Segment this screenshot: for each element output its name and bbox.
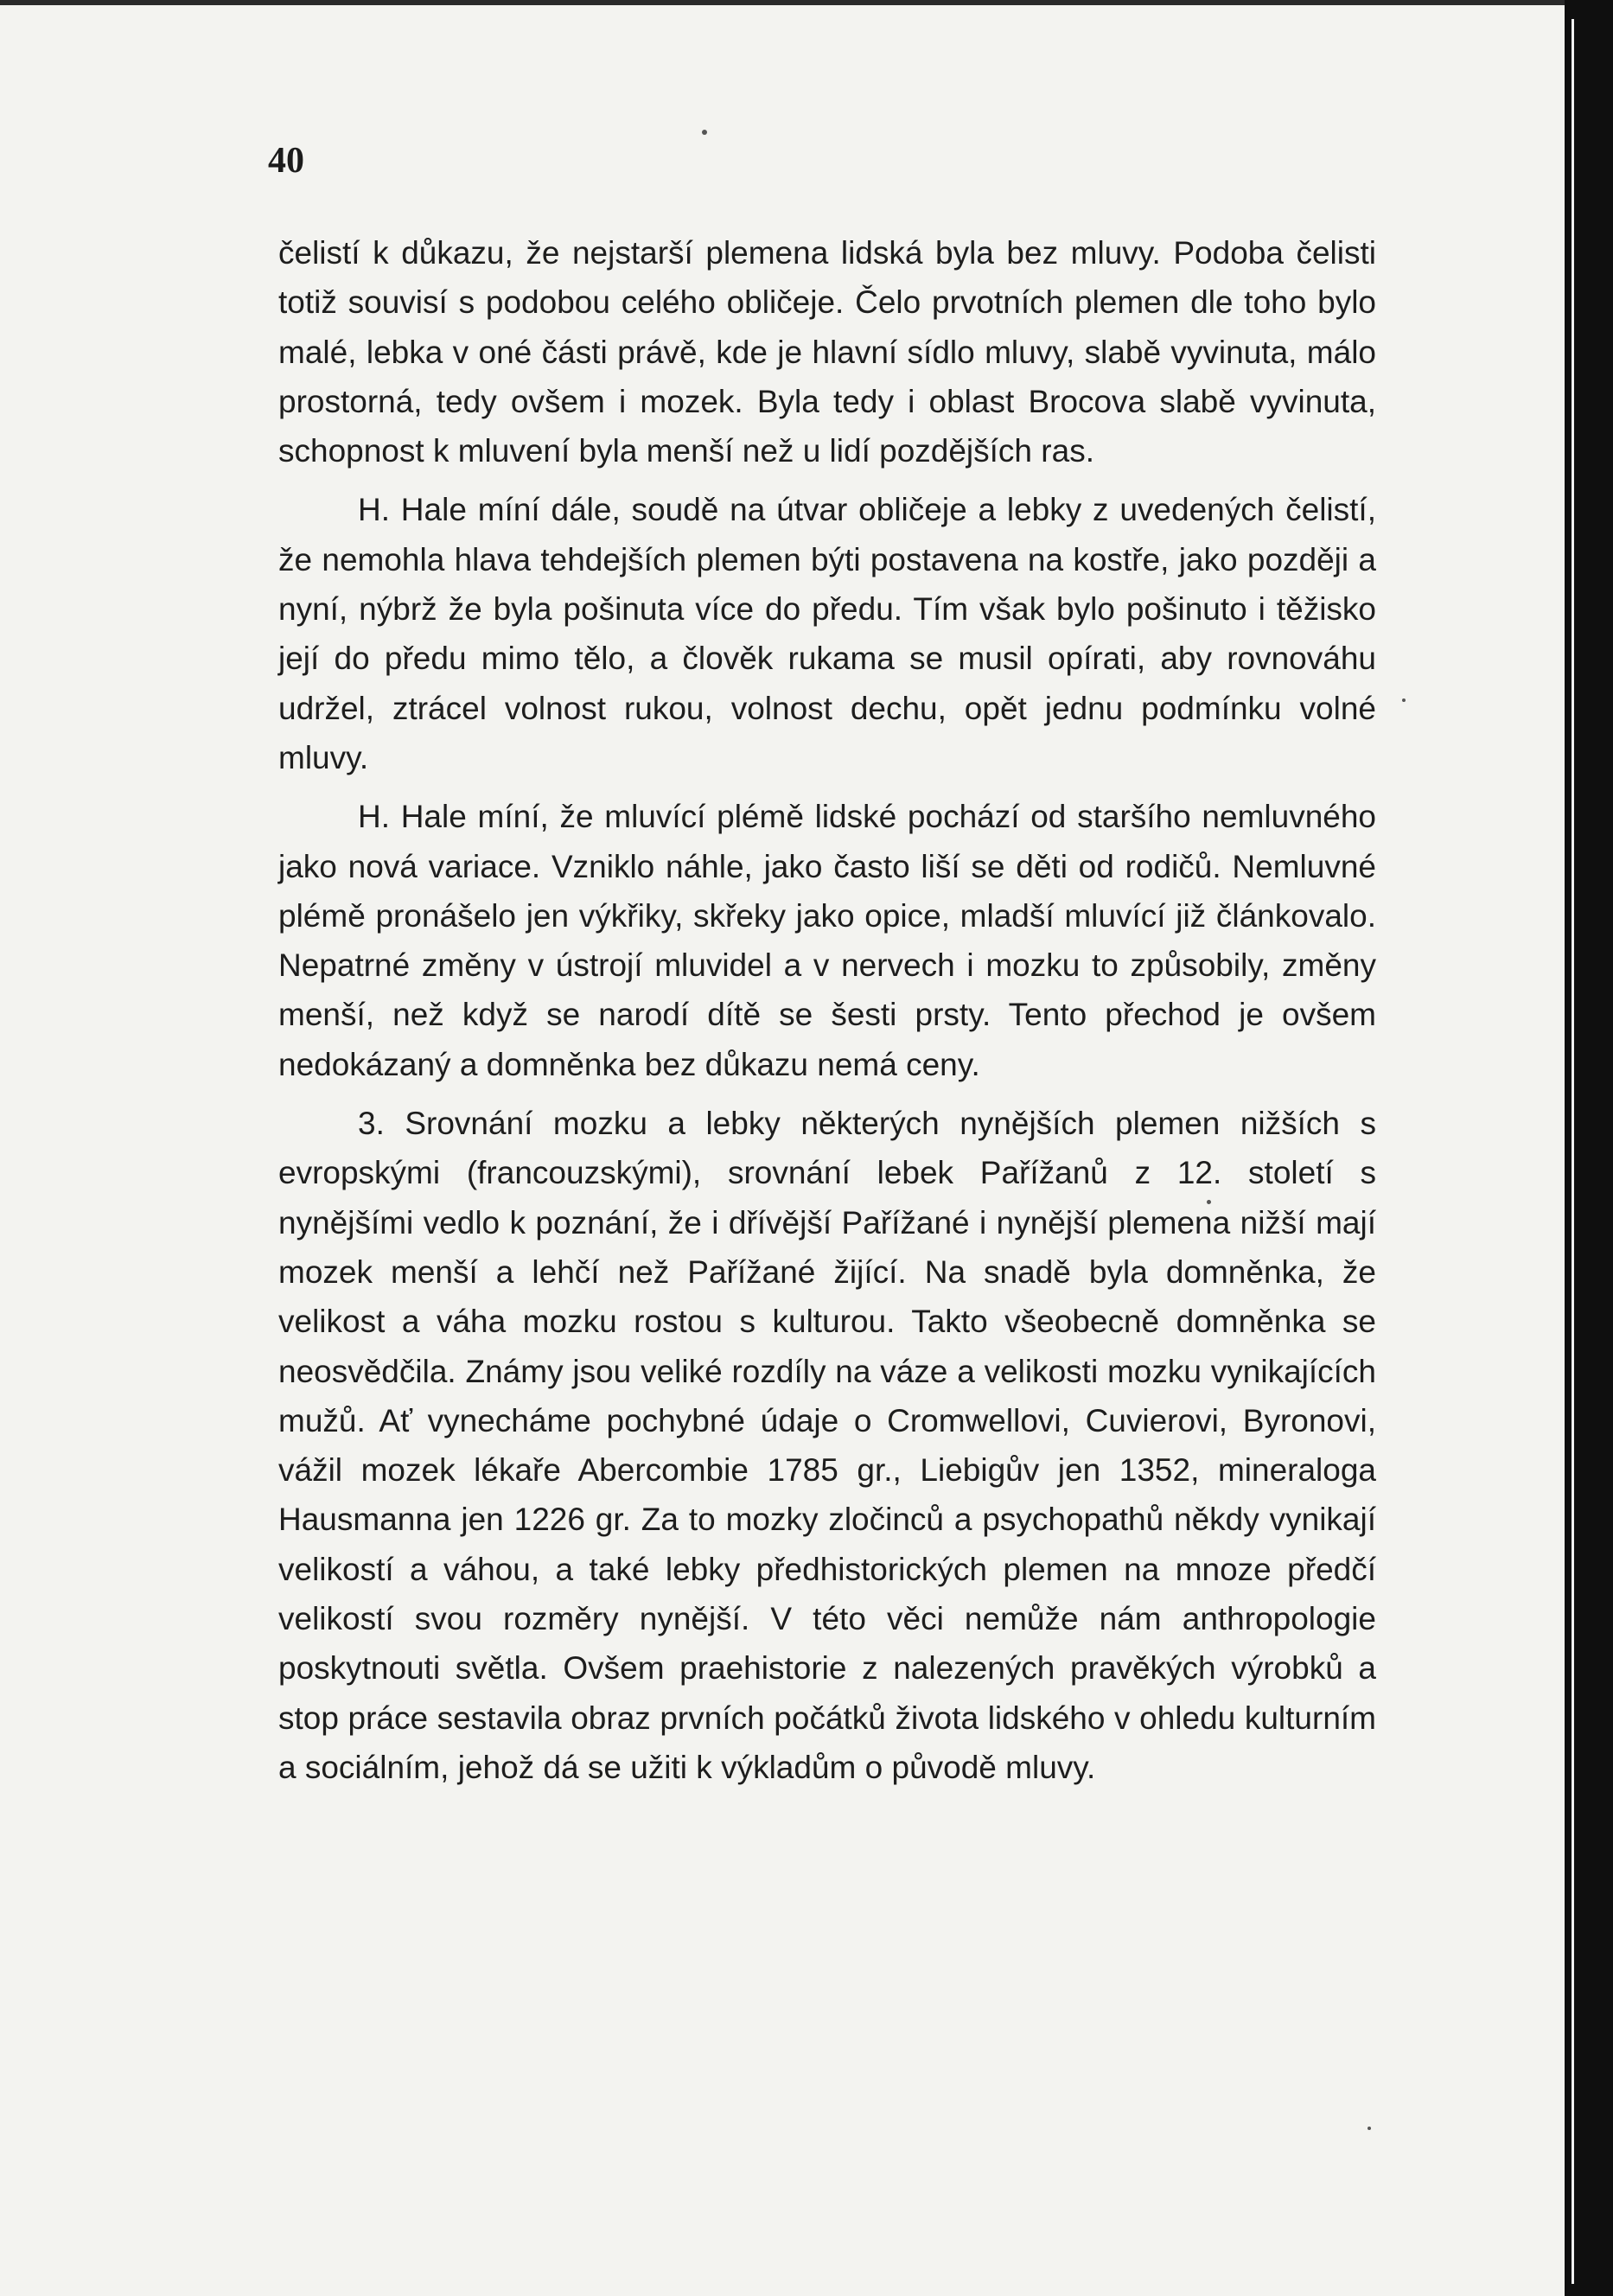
- paragraph-4: 3. Srovnání mozku a lebky některých nynějších plemen nižších s evropskými (francouzskými), srovnání lebek Pařížanů z 12. století s nynějšími vedlo k poznání, že i dřívější Pařížané i nynější plemena nižší mají mozek menší a lehčí než Pařížané žijící. Na snadě byla domněnka, že velikost a váha mozku rostou s kulturou. Takto všeobecně domněnka se neosvědčila. Známy jsou veliké rozdíly na váze a velikosti mozku vynikajících mužů. Ať vynecháme pochybné údaje o Cromwellovi, Cuvierovi, Byronovi, vážil mozek lékaře Abercombie 1785 gr., Liebigův jen 1352, mineraloga Hausmanna jen 1226 gr. Za to mozky zločinců a psychopathů někdy vynikají velikostí a váhou, a také lebky předhistorických plemen na mnoze předčí velikostí svou rozměry nynější. V této věci nemůže nám anthropologie poskytnouti světla. Ovšem praehistorie z nalezených pravěkých výrobků a stop práce sestavila obraz prvních počátků života lidského v ohledu kulturním a sociálním, jehož dá se užiti k výkladům o původě mluvy.: [278, 1106, 1376, 1785]
- page-edge-line: [1572, 19, 1574, 2284]
- scan-speck: [1368, 2127, 1371, 2130]
- paragraph-3: H. Hale míní, že mluvící plémě lidské pochází od staršího nemluvného jako nová variace. Vzniklo náhle, jako často liší se děti od rodičů. Nemluvné plémě pronášelo jen výkřiky, skřeky jako opice, mladší mluvící již článkovalo. Nepatrné změny v ústrojí mluvidel a v nervech i mozku to způsobily, změny menší, než když se narodí dítě se šesti prsty. Tento přechod je ovšem nedokázaný a domněnka bez důkazu nemá ceny.: [278, 799, 1376, 1082]
- scan-speck: [702, 130, 707, 135]
- page-number: 40: [268, 141, 304, 181]
- paragraph-1: čelistí k důkazu, že nejstarší plemena lidská byla bez mluvy. Podoba čelisti totiž souvisí s podobou celého obličeje. Čelo prvotních plemen dle toho bylo malé, lebka v oné části právě, kde je hlavní sídlo mluvy, slabě vyvinuta, málo prostorná, tedy ovšem i mozek. Byla tedy i oblast Brocova slabě vyvinuta, schopnost k mluvení byla menší než u lidí pozdějších ras.: [278, 235, 1376, 469]
- page-top-edge: [0, 0, 1565, 5]
- body-text: [278, 228, 1376, 1792]
- scan-speck: [1207, 1200, 1211, 1204]
- paragraph-2: H. Hale míní dále, soudě na útvar obličeje a lebky z uvedených čelistí, že nemohla hlava tehdejších plemen býti postavena na kostře, jako později a nyní, nýbrž že byla pošinuta více do předu. Tím však bylo pošinuto i těžisko její do předu mimo tělo, a člověk rukama se musil opírati, aby rovnováhu udržel, ztrácel volnost rukou, volnost dechu, opět jednu podmínku volné mluvy.: [278, 492, 1376, 775]
- scan-speck: [1402, 698, 1406, 702]
